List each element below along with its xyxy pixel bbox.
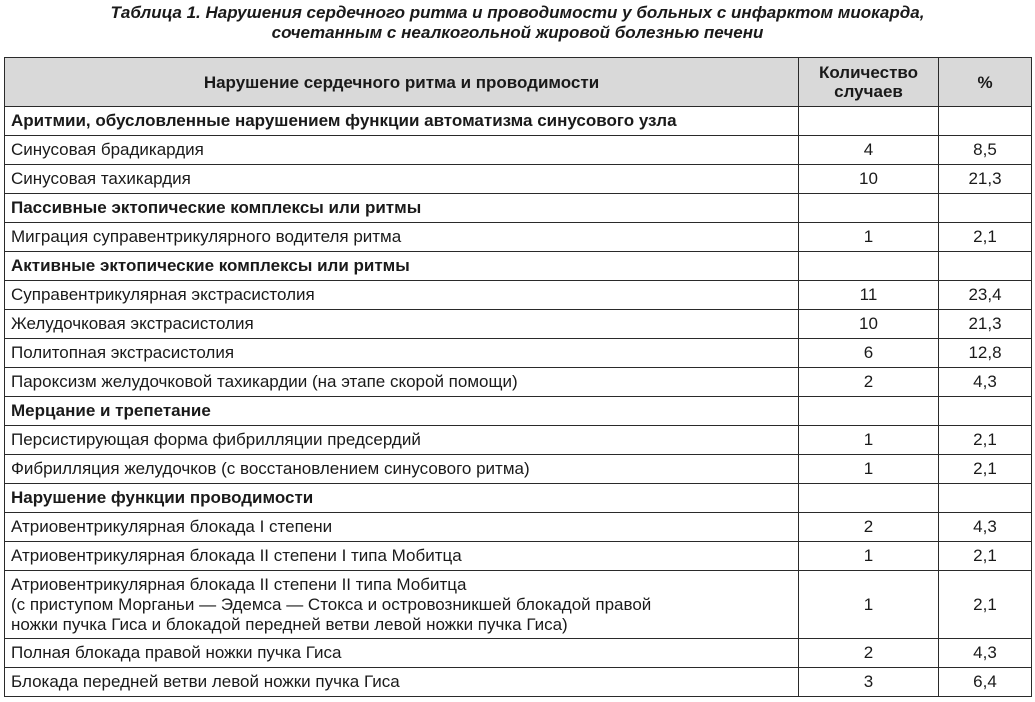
table-caption [0,3,1035,43]
percent-value: 2,1 [939,571,1032,639]
disorder-name: Персистирующая форма фибрилляции предсердий [5,426,799,455]
percent-value: 2,1 [939,542,1032,571]
case-count [799,397,939,426]
table-row [5,281,1032,310]
section-row [5,194,1032,223]
section-title: Аритмии, обусловленные нарушением функции автоматизма синусового узла [5,107,799,136]
percent-value: 8,5 [939,136,1032,165]
case-count [799,194,939,223]
header-percent: % [939,58,1032,107]
disorder-name: Атриовентрикулярная блокада I степени [5,513,799,542]
caption-line-2: сочетанным с неалкогольной жировой болезнью печени [271,23,764,42]
disorder-name-line: (с приступом Морганьи — Эдемса — Стокса и островозникшей блокадой правой [11,594,652,614]
section-row [5,252,1032,281]
percent-value [939,252,1032,281]
table-row [5,639,1032,668]
header-row [5,58,1032,107]
percent-value: 6,4 [939,668,1032,697]
case-count: 10 [799,310,939,339]
percent-value [939,194,1032,223]
case-count [799,484,939,513]
header-disorder: Нарушение сердечного ритма и проводимости [5,58,799,107]
table-row [5,426,1032,455]
section-row [5,484,1032,513]
percent-value: 12,8 [939,339,1032,368]
disorder-name: Блокада передней ветви левой ножки пучка Гиса [5,668,799,697]
percent-value: 4,3 [939,368,1032,397]
percent-value: 2,1 [939,223,1032,252]
case-count [799,252,939,281]
percent-value: 2,1 [939,455,1032,484]
case-count: 1 [799,223,939,252]
percent-value: 21,3 [939,165,1032,194]
table-row [5,542,1032,571]
case-count: 4 [799,136,939,165]
table-row [5,455,1032,484]
arrhythmia-table [4,57,1032,697]
section-title: Нарушение функции проводимости [5,484,799,513]
case-count: 2 [799,513,939,542]
table-row [5,513,1032,542]
section-title: Пассивные эктопические комплексы или ритмы [5,194,799,223]
disorder-name: Фибрилляция желудочков (с восстановлением синусового ритма) [5,455,799,484]
disorder-name: Полная блокада правой ножки пучка Гиса [5,639,799,668]
disorder-name: Атриовентрикулярная блокада II степени I типа Мобитца [5,542,799,571]
table-row [5,339,1032,368]
case-count: 6 [799,339,939,368]
table-row [5,368,1032,397]
header-count-line-1: Количество [818,63,919,82]
disorder-name: Желудочковая экстрасистолия [5,310,799,339]
disorder-name: Пароксизм желудочковой тахикардии (на этапе скорой помощи) [5,368,799,397]
case-count: 10 [799,165,939,194]
case-count [799,107,939,136]
table-body [5,107,1032,697]
percent-value: 4,3 [939,513,1032,542]
disorder-name [5,571,799,639]
caption-line-1: Таблица 1. Нарушения сердечного ритма и проводимости у больных с инфарктом миокарда, [110,3,925,22]
percent-value: 2,1 [939,426,1032,455]
table-row [5,136,1032,165]
section-row [5,107,1032,136]
table-row [5,223,1032,252]
table-header [5,58,1032,107]
section-row [5,397,1032,426]
case-count: 3 [799,668,939,697]
header-count [799,58,939,107]
case-count: 1 [799,455,939,484]
case-count: 11 [799,281,939,310]
case-count: 2 [799,368,939,397]
section-title: Мерцание и трепетание [5,397,799,426]
case-count: 1 [799,571,939,639]
disorder-name: Синусовая тахикардия [5,165,799,194]
disorder-name-line: ножки пучка Гиса и блокадой передней ветви левой ножки пучка Гиса) [11,614,568,634]
disorder-name: Миграция суправентрикулярного водителя ритма [5,223,799,252]
table-row [5,165,1032,194]
percent-value [939,484,1032,513]
table-row [5,571,1032,639]
disorder-name: Политопная экстрасистолия [5,339,799,368]
disorder-name-line: Атриовентрикулярная блокада II степени II типа Мобитца [11,574,467,594]
case-count: 1 [799,426,939,455]
percent-value: 21,3 [939,310,1032,339]
percent-value: 23,4 [939,281,1032,310]
disorder-name: Синусовая брадикардия [5,136,799,165]
table-row [5,310,1032,339]
header-count-line-2: случаев [834,82,903,101]
table-row [5,668,1032,697]
case-count: 2 [799,639,939,668]
section-title: Активные эктопические комплексы или ритмы [5,252,799,281]
disorder-name: Суправентрикулярная экстрасистолия [5,281,799,310]
case-count: 1 [799,542,939,571]
percent-value [939,397,1032,426]
percent-value: 4,3 [939,639,1032,668]
percent-value [939,107,1032,136]
